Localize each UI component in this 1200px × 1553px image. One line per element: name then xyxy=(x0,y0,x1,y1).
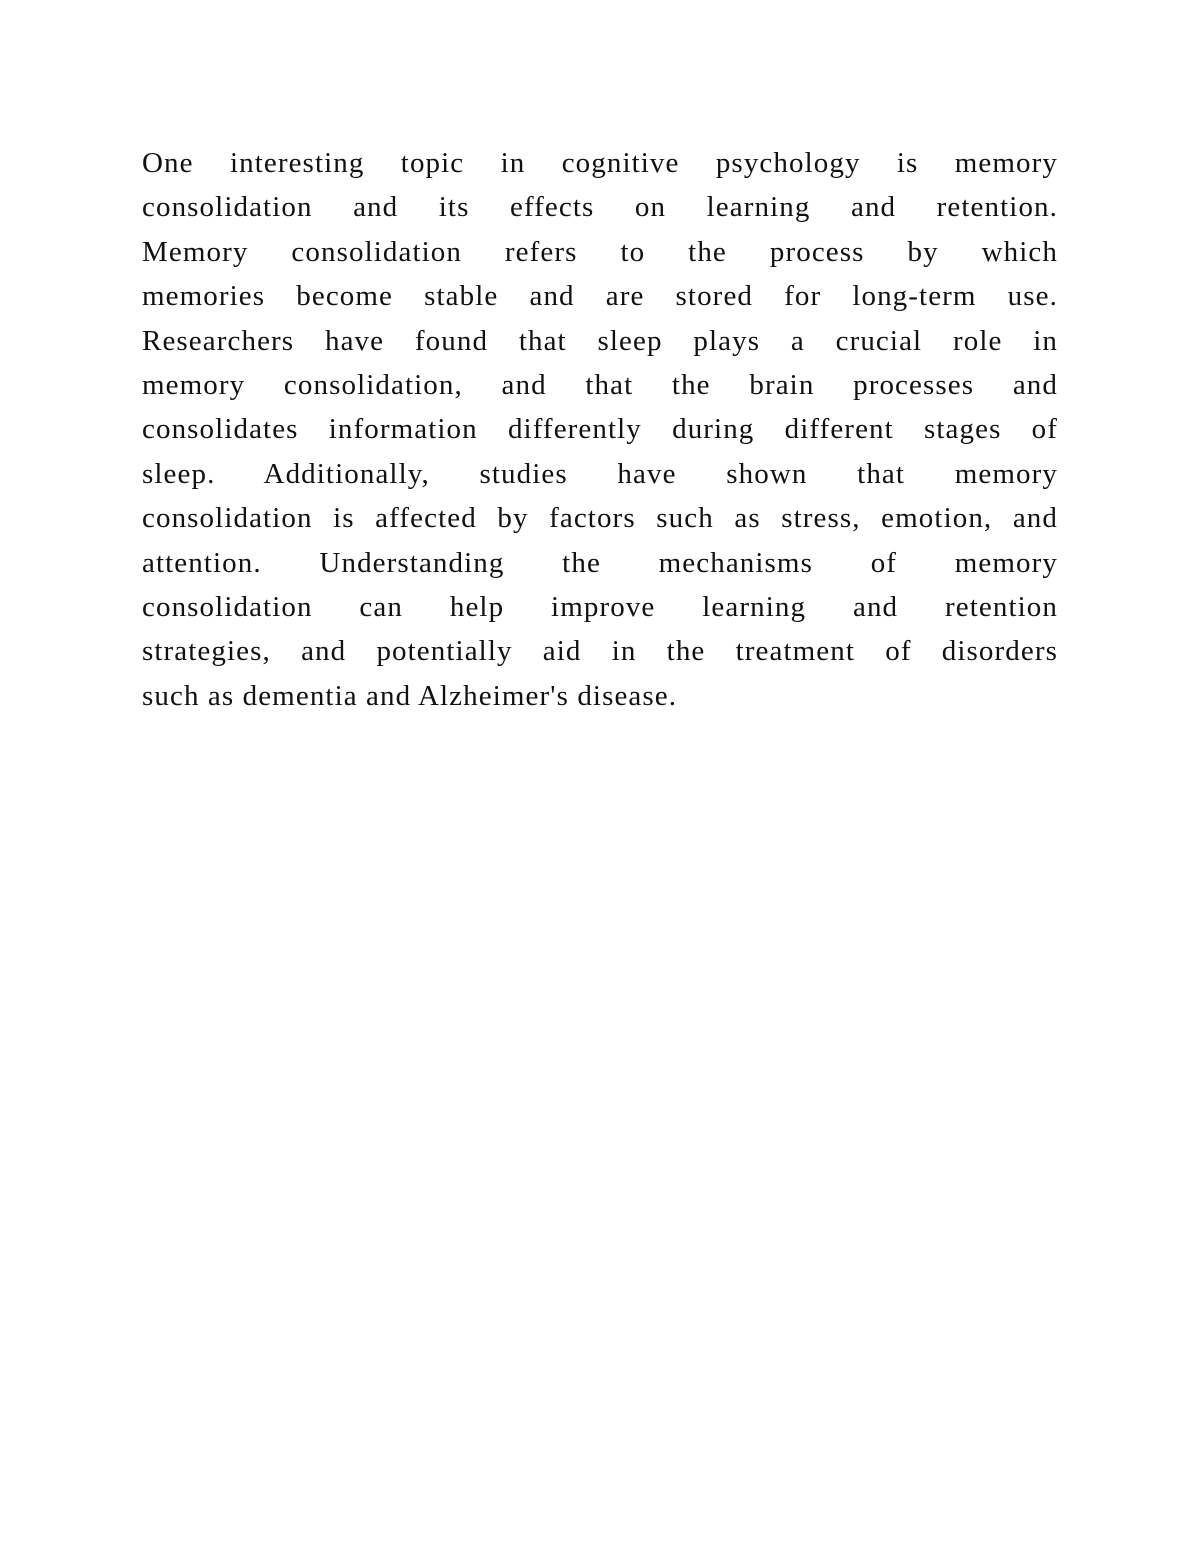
paragraph-line: memory consolidation, and that the brain processes and xyxy=(142,368,1058,401)
paragraph-line: consolidates information differently during different stages of xyxy=(142,413,1058,446)
paragraph-line: attention. Understanding the mechanisms of memory xyxy=(142,546,1058,579)
paragraph-line: consolidation is affected by factors such as stress, emotion, and xyxy=(142,502,1058,535)
paragraph-line: memories become stable and are stored for long-term use. xyxy=(142,280,1058,313)
body-paragraph xyxy=(142,141,1058,718)
paragraph-line: Researchers have found that sleep plays a crucial role in xyxy=(142,324,1058,357)
paragraph-line: strategies, and potentially aid in the treatment of disorders xyxy=(142,635,1058,668)
paragraph-line-last: such as dementia and Alzheimer's disease. xyxy=(142,679,678,712)
paragraph-line: consolidation can help improve learning and retention xyxy=(142,590,1058,623)
paragraph-line: sleep. Additionally, studies have shown that memory xyxy=(142,457,1058,490)
paragraph-line: Memory consolidation refers to the process by which xyxy=(142,235,1058,268)
paragraph-line: consolidation and its effects on learning and retention. xyxy=(142,191,1058,224)
paragraph-line: One interesting topic in cognitive psychology is memory xyxy=(142,147,1058,179)
